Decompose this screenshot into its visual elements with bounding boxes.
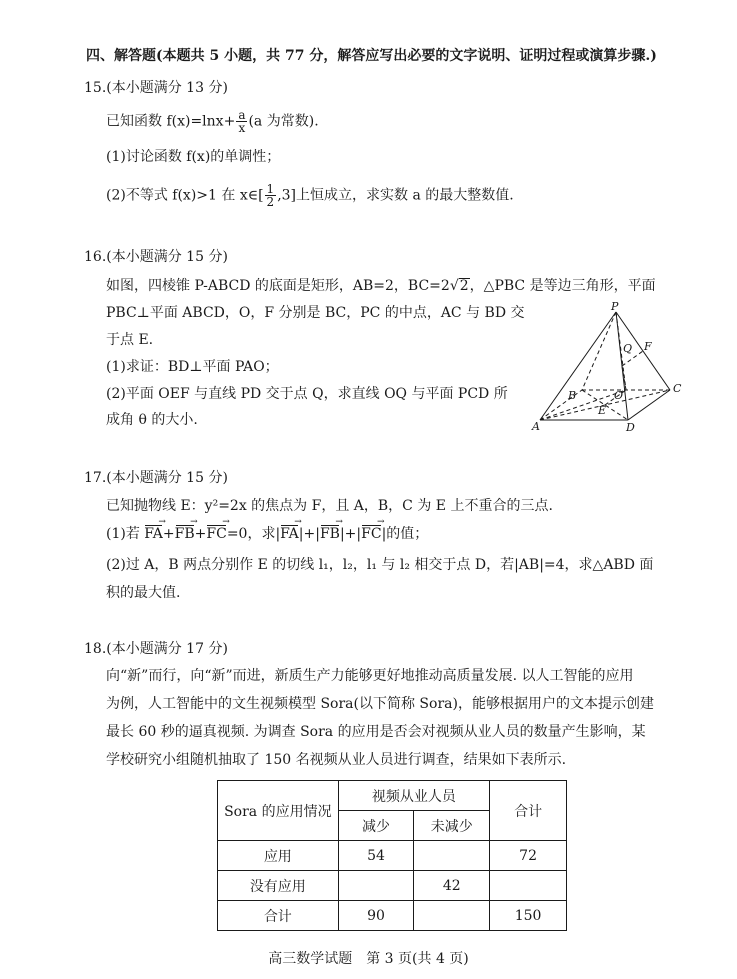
q17-stem: 已知抛物线 E：y²=2x 的焦点为 F，且 A，B，C 为 E 上不重合的三点. [106,498,553,514]
q15-fraction [236,109,247,134]
q16-head: (本小题满分 15 分) [106,249,228,265]
label-E: E [598,404,607,417]
q18-head: (本小题满分 17 分) [106,641,228,657]
cell-total: 150 [490,901,567,931]
abs-separator: |+| [339,526,362,542]
header-not-decreased: 未减少 [414,811,490,841]
q17-number: 17. [84,470,107,486]
page-footer: 高三数学试题 第 3 页(共 4 页) [268,951,469,967]
q15-heading [84,78,228,98]
table-row [218,901,567,931]
pyramid-figure [528,300,688,440]
fraction-numerator: 1 [266,182,275,196]
q18-heading [84,639,228,659]
cell-not-decreased [414,901,490,931]
arrow-icon: → [190,517,198,527]
q15-part2-tail: ,3]上恒成立，求实数 a 的最大整数值. [277,187,514,204]
vector-FB-abs [319,517,343,544]
cell-not-decreased: 42 [414,871,490,901]
plus-sign: + [162,526,175,542]
cell-not-decreased [414,841,490,871]
vector-label: FA [280,526,299,542]
fraction-denominator: x [238,121,246,135]
q16-line1-tail: ，△PBC 是等边三角形，平面 [469,278,656,294]
label-B: B [568,389,577,402]
label-F: F [644,340,652,353]
vector-label: FB [174,526,195,542]
q15-part2-text: (2)不等式 f(x)>1 在 x∈[ [106,187,264,204]
q17-heading [84,468,228,488]
q15-head: (本小题满分 13 分) [106,80,228,96]
q17-part1-text: (1)若 [106,526,145,542]
q16-line1-text: 如图，四棱锥 P-ABCD 的底面是矩形，AB=2，BC=2 [106,278,450,294]
q17-part1-tail: |的值； [381,526,429,542]
arrow-icon: → [222,517,230,527]
q17-part2a: (2)过 A，B 两点分别作 E 的切线 l₁，l₂，l₁ 与 l₂ 相交于点 D，若|AB|=4，求△ABD 面 [106,557,654,573]
vector-FC-abs [361,517,385,544]
q16-line1: 如图，四棱锥 P-ABCD 的底面是矩形，AB=2，BC=2√2，△PBC 是等边三角形，平面 [106,278,656,294]
survey-table [217,780,567,931]
row-label: 应用 [218,841,339,871]
fraction-numerator: a [238,108,246,122]
q18-number: 18. [84,641,107,657]
q18-para-line4: 学校研究小组随机抽取了 150 名视频从业人员进行调查，结果如下表所示. [106,752,567,768]
q16-part1: (1)求证：BD⊥平面 PAO； [106,359,279,375]
q18-para-line2: 为例，人工智能中的文生视频模型 Sora(以下简称 Sora)，能够根据用户的文本提示创建 [106,696,654,712]
q16-heading [84,247,228,267]
q18-para-line3: 最长 60 秒的逼真视频. 为调查 Sora 的应用是否会对视频从业人员的数量产生影响，某 [106,724,646,740]
arrow-icon: → [335,517,343,527]
table-row [218,871,567,901]
q15-part2-fraction [265,183,277,208]
q16-number: 16. [84,249,107,265]
label-Q: Q [623,342,633,355]
cell-total [490,871,567,901]
q15-number: 15. [84,80,107,96]
header-decreased: 减少 [338,811,414,841]
label-D: D [626,421,635,434]
label-C: C [673,382,682,395]
row-label: 没有应用 [218,871,339,901]
cell-decreased: 54 [338,841,414,871]
header-sora-usage: Sora 的应用情况 [218,781,339,841]
q16-line3: 于点 E. [106,332,154,348]
abs-separator: |+| [298,526,320,542]
vector-FA [144,517,166,544]
q17-part1-mid: =0，求| [226,526,281,542]
arrow-icon: → [377,517,385,527]
q15-part2 [106,183,514,208]
vector-label: FA [144,526,163,542]
q16-part2a: (2)平面 OEF 与直线 PD 交于点 Q，求直线 OQ 与平面 PCD 所 [106,386,508,402]
edge-DC [628,390,670,420]
q16-part2b: 成角 θ 的大小. [106,412,198,428]
arrow-icon: → [158,517,166,527]
vector-label: FC [206,526,227,542]
plus-sign: + [194,526,207,542]
q16-line2: PBC⊥平面 ABCD，O，F 分别是 BC，PC 的中点，AC 与 BD 交 [106,305,525,321]
vector-label: FB [319,526,340,542]
vector-FB [174,517,198,544]
sqrt-radicand: 2 [459,278,469,294]
vector-label: FC [361,526,382,542]
table-row [218,841,567,871]
q15-stem [106,109,319,134]
label-A: A [532,420,540,433]
q15-stem-tail: (a 为常数). [248,113,319,130]
cell-decreased [338,871,414,901]
q15-stem-text: 已知函数 f(x)=lnx+ [106,113,236,130]
edge-PB [582,312,616,390]
label-P: P [611,300,619,313]
q17-part1 [106,517,429,544]
header-video-workers: 视频从业人员 [338,781,490,811]
fraction-denominator: 2 [266,195,275,209]
q18-para-line1: 向“新”而行，向“新”而进，新质生产力能够更好地推动高质量发展. 以人工智能的应用 [106,668,634,684]
q17-head: (本小题满分 15 分) [106,470,228,486]
label-O: O [614,389,624,402]
vector-FC [206,517,230,544]
cell-decreased: 90 [338,901,414,931]
arrow-icon: → [294,517,302,527]
row-label: 合计 [218,901,339,931]
section-header: 四、解答题(本题共 5 小题，共 77 分，解答应写出必要的文字说明、证明过程或演算步骤.) [86,48,657,64]
q17-part2b: 积的最大值. [106,585,181,601]
cell-total: 72 [490,841,567,871]
q15-part1: (1)讨论函数 f(x)的单调性； [106,149,281,165]
vector-FA-abs [280,517,302,544]
header-total: 合计 [490,781,567,841]
